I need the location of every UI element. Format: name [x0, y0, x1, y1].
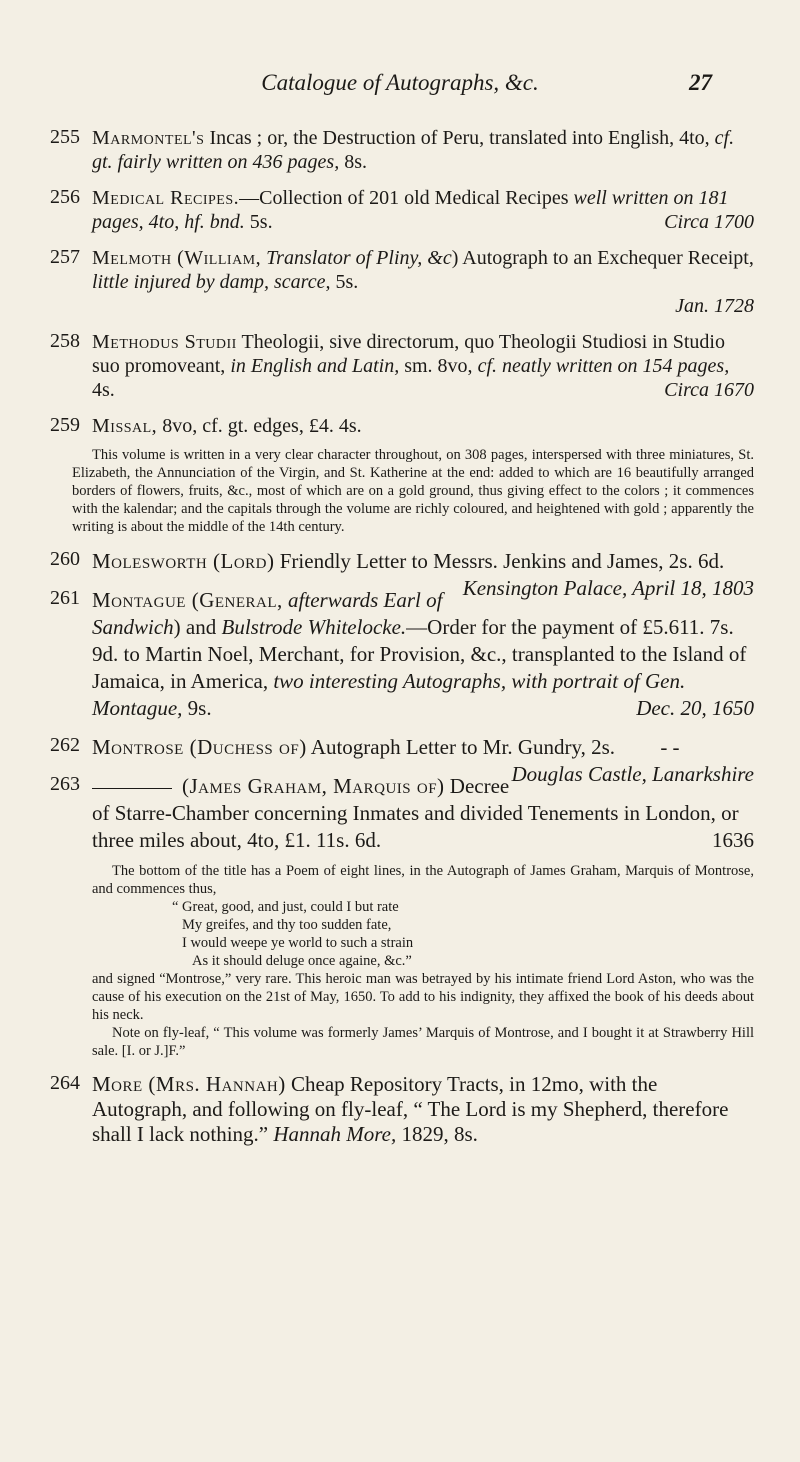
entry-price: 2s. — [591, 735, 616, 759]
entry-price: 9s. — [187, 696, 212, 720]
entry-number: 258 — [50, 330, 80, 352]
entry-description: little injured by damp, scarce, — [92, 271, 331, 293]
entry-name: Montague (General, — [92, 588, 283, 612]
entry-text: 8vo, cf. gt. edges, £4. 4s. — [162, 415, 362, 437]
entry-body — [92, 186, 754, 234]
poem-line: “ Great, good, and just, could I but rate — [172, 899, 399, 915]
entry-name: Marmontel's — [92, 127, 205, 149]
entry-date: 1636 — [712, 828, 754, 852]
catalogue-entry — [52, 330, 754, 402]
entry-body — [92, 246, 754, 318]
poem-line: I would weepe ye world to such a strain — [182, 935, 414, 951]
poem-line: My greifes, and thy too sudden fate, — [182, 917, 392, 933]
entry-body — [92, 773, 754, 1060]
entry-description: cf. neatly written on 154 pages, — [477, 355, 730, 377]
entry-body — [92, 1072, 754, 1147]
catalogue-entry — [52, 246, 754, 318]
catalogue-entry — [52, 587, 754, 722]
entry-text: Theologii, sive directorum, quo Theologii Studiosi in Studio suo promoveant, — [92, 331, 725, 377]
page-header — [0, 70, 800, 110]
ditto-rule — [92, 788, 172, 789]
entry-text: Autograph Letter to Mr. Gundry, — [310, 735, 586, 759]
entry-text: ) Autograph to an Exchequer Receipt, — [451, 247, 754, 269]
entry-role: afterwards Earl of Sandwich — [92, 588, 443, 639]
entry-date: Dec. 20, 1650 — [636, 696, 754, 720]
entry-number: 256 — [50, 186, 80, 208]
entry-text: —Collection of 201 old Medical Recipes — [239, 187, 569, 209]
entry-text: ) and — [173, 615, 217, 639]
catalogue-entry — [52, 773, 754, 1060]
entry-name: Molesworth (Lord) — [92, 549, 275, 573]
entry-date: Kensington Palace, April 18, 1803 — [462, 576, 754, 600]
entry-note: This volume is written in a very clear character throughout, on 308 pages, interspersed with three miniatures, St. Elizabeth, the Annunciation of the Virgin, and St. Katherine at the end: added to which are 16 beautifully arranged borders of flowers, fruits, &c., most of which are on a gold ground, thus giving effect to the colors ; it commences with the kalendar; and the capitals through the volume are richly coloured, and heightened with gold ; apparently the writing is about the middle of the 14th century. — [72, 447, 754, 535]
entry-name: (James Graham, Marquis of) — [182, 774, 445, 798]
entry-language: in English and Latin, — [230, 355, 400, 377]
entry-text: Friendly Letter to Messrs. Jenkins and James, 2s. 6d. — [279, 549, 725, 573]
entry-name-2: Bulstrode Whitelocke. — [221, 615, 407, 639]
entry-note-continued: and signed “Montrose,” very rare. This heroic man was betrayed by his intimate friend Lord Aston, who was the cause of his execution on the 21st of May, 1650. To add to his indignity, they affixed the book of his deeds about his neck. — [92, 971, 754, 1023]
entry-signature: Hannah More, — [273, 1122, 397, 1146]
entry-number: 262 — [50, 734, 80, 756]
catalogue-entry — [52, 186, 754, 234]
catalogue-entry — [52, 1072, 754, 1147]
entry-description: well written on 181 pages, 4to, hf. bnd. — [92, 187, 729, 233]
entry-date: Circa 1670 — [664, 379, 754, 401]
entry-text: Cheap Repository Tracts, in 12mo, with the Autograph, and following on fly-leaf, “ The Lord is my Shepherd, therefore shall I lack nothing.” — [92, 1072, 729, 1146]
entry-name: Montrose (Duchess of) — [92, 735, 307, 759]
entry-fly-leaf-note: Note on fly-leaf, “ This volume was formerly James’ Marquis of Montrose, and I bought it at Strawberry Hill sale. [I. or J.]F.” — [92, 1025, 754, 1059]
entry-date-price: 1829, 8s. — [401, 1122, 478, 1146]
entry-number: 259 — [50, 414, 80, 436]
entry-body — [92, 330, 754, 402]
entry-separators: - - — [660, 735, 680, 759]
entry-date: Douglas Castle, Lanarkshire — [511, 762, 754, 786]
entry-body — [92, 587, 754, 722]
entry-number: 261 — [50, 587, 80, 609]
entry-body — [72, 414, 754, 536]
entry-poem — [172, 898, 754, 970]
entry-text-2: —Order for the payment of £5.611. 7s. 9d. to Martin Noel, Merchant, for Provision, &c., transplanted to the Island of Jamaica, in America, — [92, 615, 747, 693]
entry-number: 263 — [50, 773, 80, 795]
entry-text: Decree of Starre-Chamber concerning Inmates and divided Tenements in London, or three miles about, 4to, £1. 11s. 6d. — [92, 774, 739, 852]
entry-name: Methodus Studii — [92, 331, 237, 353]
entry-date: Jan. 1728 — [675, 295, 754, 317]
entry-text: Incas ; or, the Destruction of Peru, translated into English, 4to, — [209, 127, 710, 149]
entry-number: 257 — [50, 246, 80, 268]
running-title: Catalogue of Autographs, &c. — [261, 70, 539, 95]
entry-price: 4s. — [92, 379, 115, 401]
entry-number: 255 — [50, 126, 80, 148]
catalogue-entry — [52, 126, 754, 174]
entry-number: 260 — [50, 548, 80, 570]
entry-body — [92, 126, 754, 174]
poem-line: As it should deluge once againe, &c.” — [192, 953, 412, 969]
entry-name: Missal, — [92, 415, 158, 437]
entry-price: 5s. — [335, 271, 359, 293]
entry-number: 264 — [50, 1072, 80, 1094]
entry-role: Translator of Pliny, &c — [266, 247, 452, 269]
entry-name: More (Mrs. Hannah) — [92, 1072, 286, 1096]
entry-note: The bottom of the title has a Poem of eight lines, in the Autograph of James Graham, Marquis of Montrose, and commences thus, — [92, 863, 754, 897]
entry-name: Medical Recipes. — [92, 187, 240, 209]
page-number: 27 — [689, 70, 712, 95]
catalogue-entries — [0, 126, 800, 1159]
entry-description: two interesting Autographs, with portrait of Gen. Montague, — [92, 669, 686, 720]
entry-date: Circa 1700 — [664, 211, 754, 233]
catalogue-entry — [52, 414, 754, 536]
entry-size: sm. 8vo, — [404, 355, 473, 377]
entry-description: cf. gt. fairly written on 436 pages, — [92, 127, 735, 173]
entry-price: 5s. — [249, 211, 273, 233]
entry-price: 8s. — [344, 151, 368, 173]
entry-name: Melmoth (William, — [92, 247, 262, 269]
